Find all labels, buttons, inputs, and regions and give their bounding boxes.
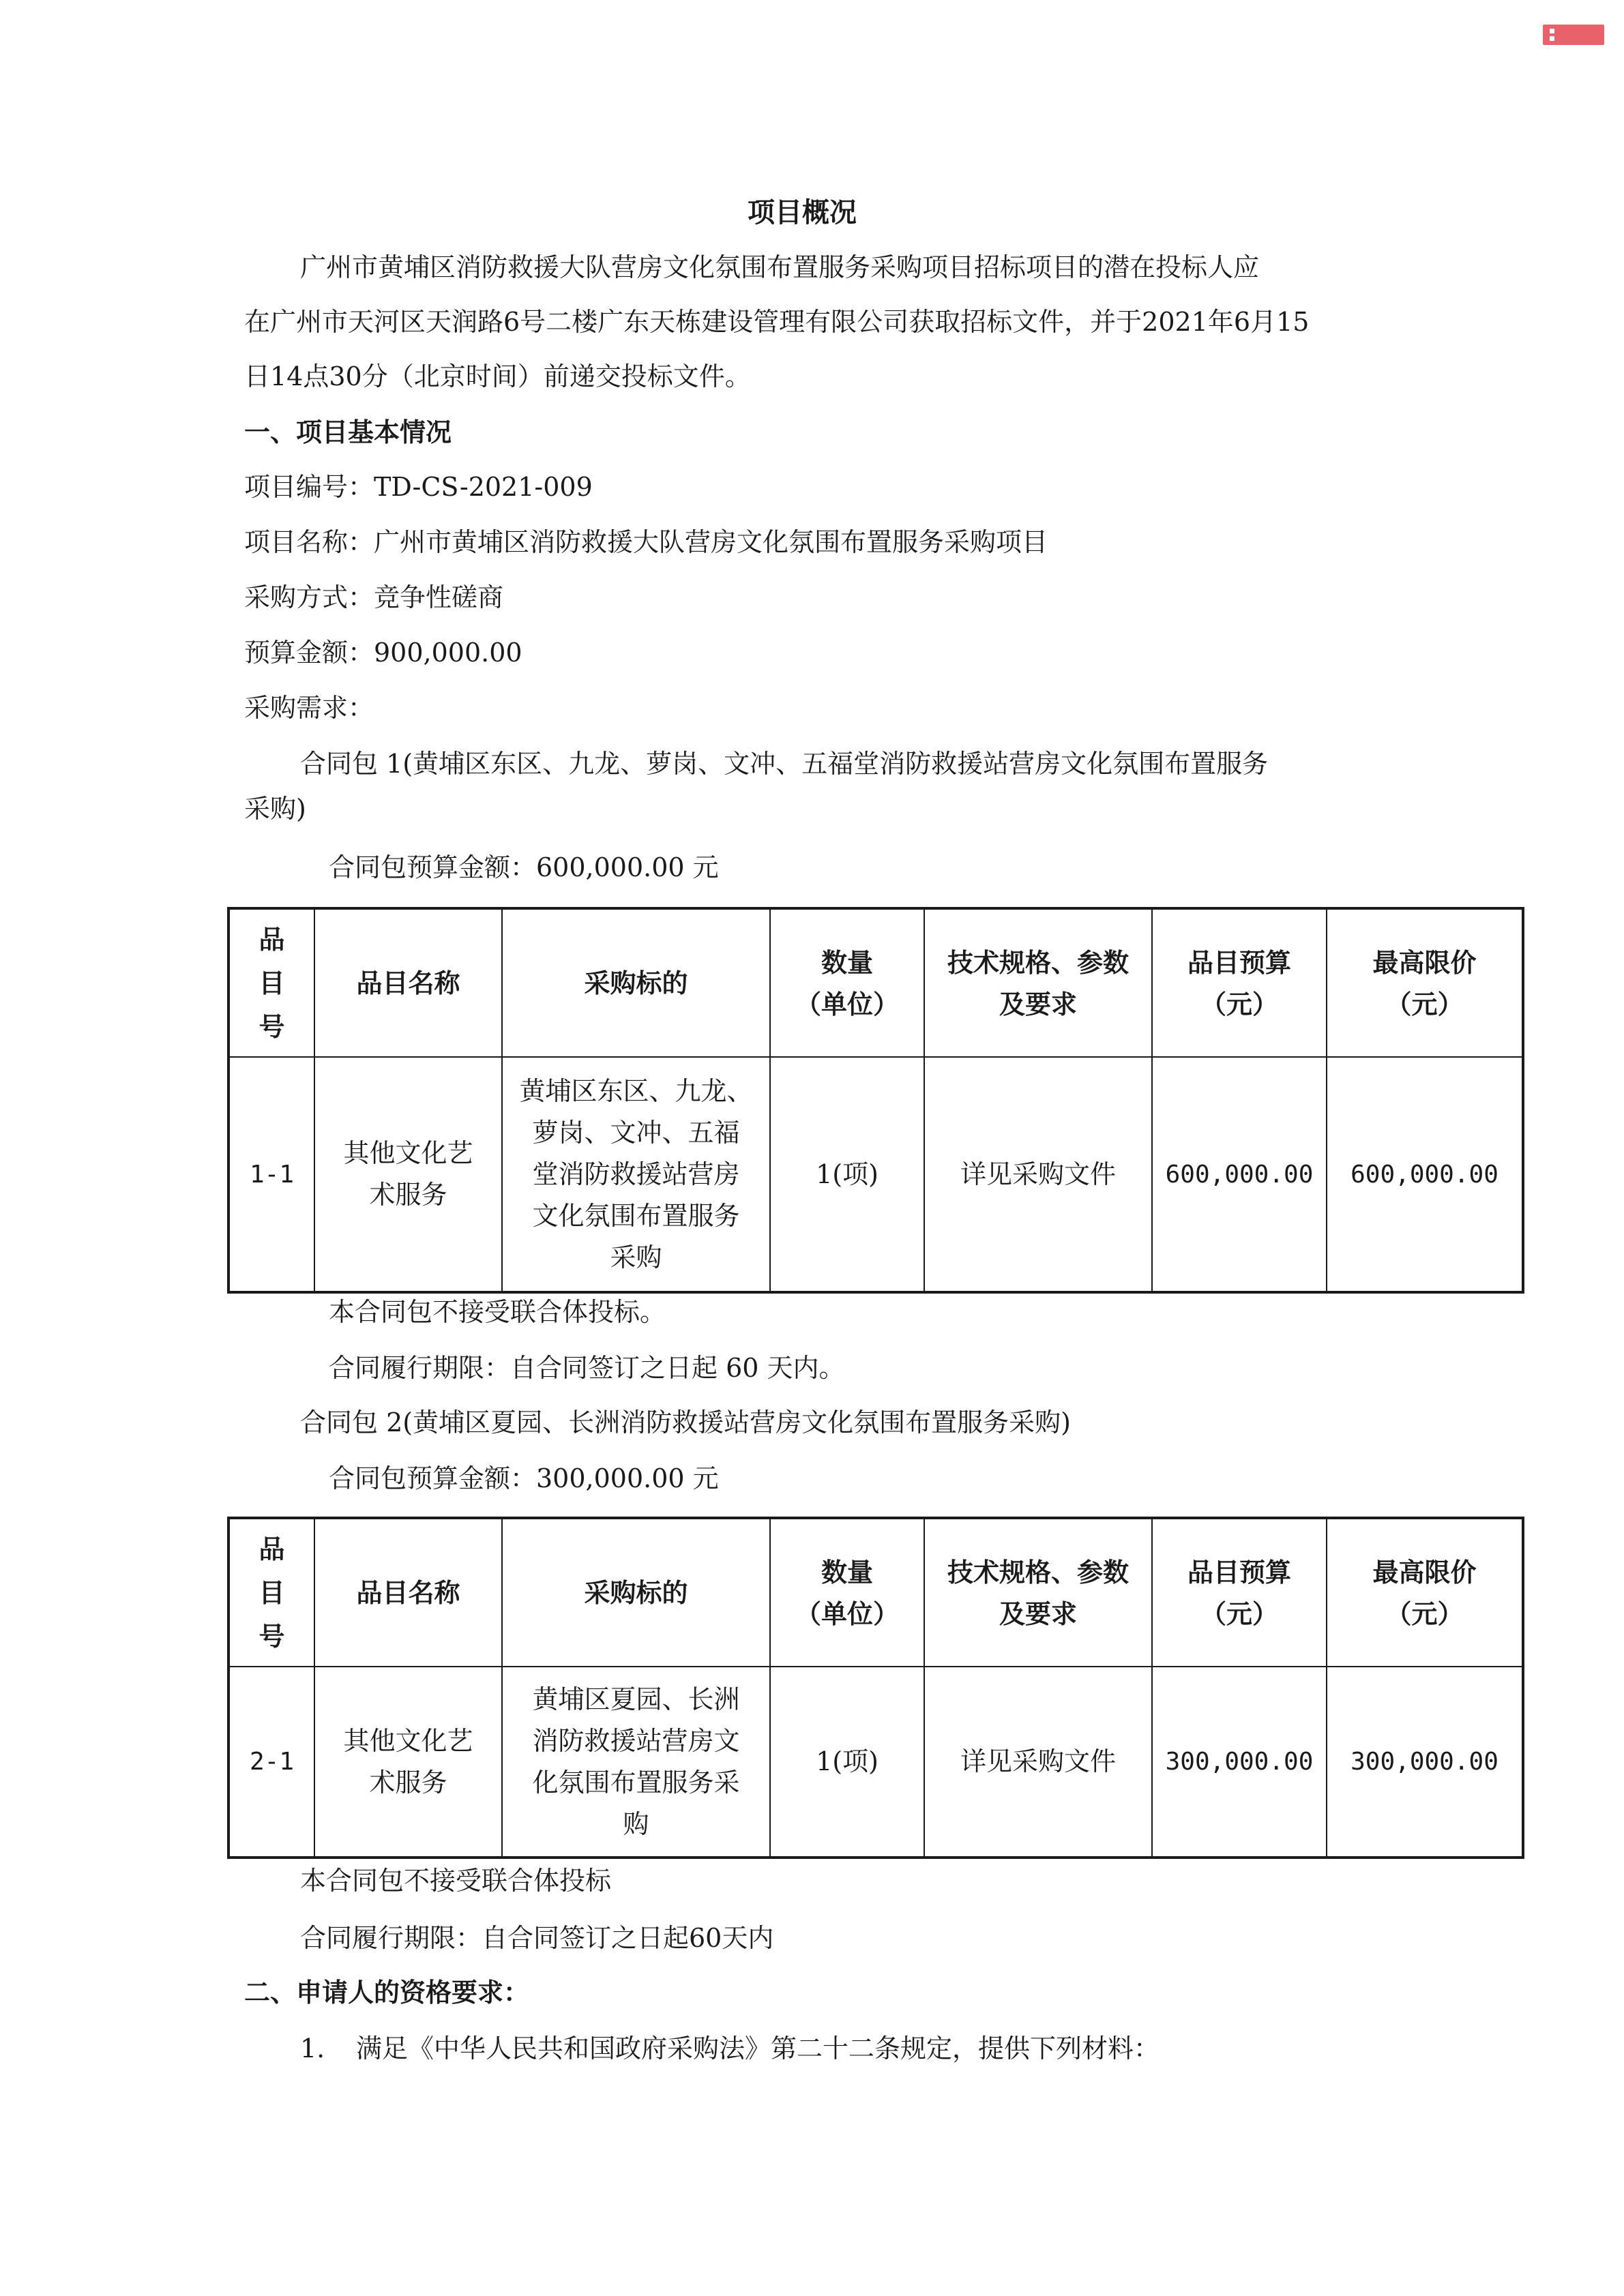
corner-badge <box>1543 25 1604 45</box>
page-title: 项目概况 <box>748 196 857 228</box>
header-spec: 技术规格、参数 及要求 <box>924 1518 1152 1667</box>
table-row <box>228 1667 1523 1858</box>
cell-spec: 详见采购文件 <box>924 1667 1152 1858</box>
header-quantity: 数量 （单位） <box>770 1518 924 1667</box>
cell-item-name: 其他文化艺 术服务 <box>314 1057 502 1292</box>
cell-item-no: 2-1 <box>228 1667 314 1858</box>
header-procurement-target: 采购标的 <box>502 908 770 1057</box>
requirement-item-text: 满足《中华人民共和国政府采购法》第二十二条规定，提供下列材料： <box>356 2033 1160 2063</box>
cell-max-price: 300,000.00 <box>1327 1667 1523 1858</box>
cell-item-budget: 600,000.00 <box>1152 1057 1327 1292</box>
package-2-budget: 合同包预算金额：300,000.00 元 <box>329 1463 719 1493</box>
requirement-item-number: 1. <box>300 2033 325 2063</box>
package-1-note-term: 合同履行期限：自合同签订之日起 60 天内。 <box>329 1353 845 1383</box>
package-1-title-line-1: 合同包 1(黄埔区东区、九龙、萝岗、文冲、五福堂消防救援站营房文化氛围布置服务 <box>300 749 1269 779</box>
overview-line-3: 日14点30分（北京时间）前递交投标文件。 <box>244 361 751 391</box>
table-header-row <box>228 1518 1523 1667</box>
cell-item-budget: 300,000.00 <box>1152 1667 1327 1858</box>
cell-quantity: 1(项) <box>770 1667 924 1858</box>
procurement-demand-label: 采购需求： <box>244 693 374 723</box>
table-header-row <box>228 908 1523 1057</box>
package-1-note-consortium: 本合同包不接受联合体投标。 <box>329 1297 666 1327</box>
package-1-budget: 合同包预算金额：600,000.00 元 <box>329 852 719 882</box>
header-item-budget: 品目预算 （元） <box>1152 908 1327 1057</box>
section-2-heading: 二、申请人的资格要求： <box>244 1977 530 2008</box>
header-max-price: 最高限价 （元） <box>1327 908 1523 1057</box>
header-quantity: 数量 （单位） <box>770 908 924 1057</box>
procurement-method: 采购方式：竞争性磋商 <box>244 582 504 612</box>
header-item-no: 品 目 号 <box>228 908 314 1057</box>
cell-quantity: 1(项) <box>770 1057 924 1292</box>
header-item-name: 品目名称 <box>314 908 502 1057</box>
cell-procurement-target: 黄埔区夏园、长洲 消防救援站营房文 化氛围布置服务采 购 <box>502 1667 770 1858</box>
header-spec: 技术规格、参数 及要求 <box>924 908 1152 1057</box>
overview-line-1: 广州市黄埔区消防救援大队营房文化氛围布置服务采购项目招标项目的潜在投标人应 <box>300 252 1260 282</box>
package-2-table <box>227 1517 1524 1859</box>
cell-item-no: 1-1 <box>228 1057 314 1292</box>
header-max-price: 最高限价 （元） <box>1327 1518 1523 1667</box>
header-item-no: 品 目 号 <box>228 1518 314 1667</box>
overview-line-2: 在广州市天河区天润路6号二楼广东天栋建设管理有限公司获取招标文件，并于2021年6月15 <box>244 307 1310 337</box>
package-1-table <box>227 907 1524 1294</box>
cell-procurement-target: 黄埔区东区、九龙、 萝岗、文冲、五福 堂消防救援站营房 文化氛围布置服务 采购 <box>502 1057 770 1292</box>
package-2-note-term: 合同履行期限：自合同签订之日起60天内 <box>300 1923 774 1953</box>
package-2-note-consortium: 本合同包不接受联合体投标 <box>300 1866 612 1896</box>
badge-dot <box>1550 36 1554 41</box>
project-name: 项目名称：广州市黄埔区消防救援大队营房文化氛围布置服务采购项目 <box>244 527 1048 557</box>
budget-amount: 预算金额：900,000.00 <box>244 638 522 668</box>
cell-spec: 详见采购文件 <box>924 1057 1152 1292</box>
header-procurement-target: 采购标的 <box>502 1518 770 1667</box>
header-item-name: 品目名称 <box>314 1518 502 1667</box>
table-row <box>228 1057 1523 1292</box>
cell-max-price: 600,000.00 <box>1327 1057 1523 1292</box>
package-2-title: 合同包 2(黄埔区夏园、长洲消防救援站营房文化氛围布置服务采购) <box>300 1407 1071 1437</box>
badge-dot <box>1550 29 1554 33</box>
project-number: 项目编号：TD-CS-2021-009 <box>244 472 593 502</box>
header-item-budget: 品目预算 （元） <box>1152 1518 1327 1667</box>
section-1-heading: 一、项目基本情况 <box>244 417 452 447</box>
cell-item-name: 其他文化艺 术服务 <box>314 1667 502 1858</box>
package-1-title-line-2: 采购) <box>244 794 306 824</box>
